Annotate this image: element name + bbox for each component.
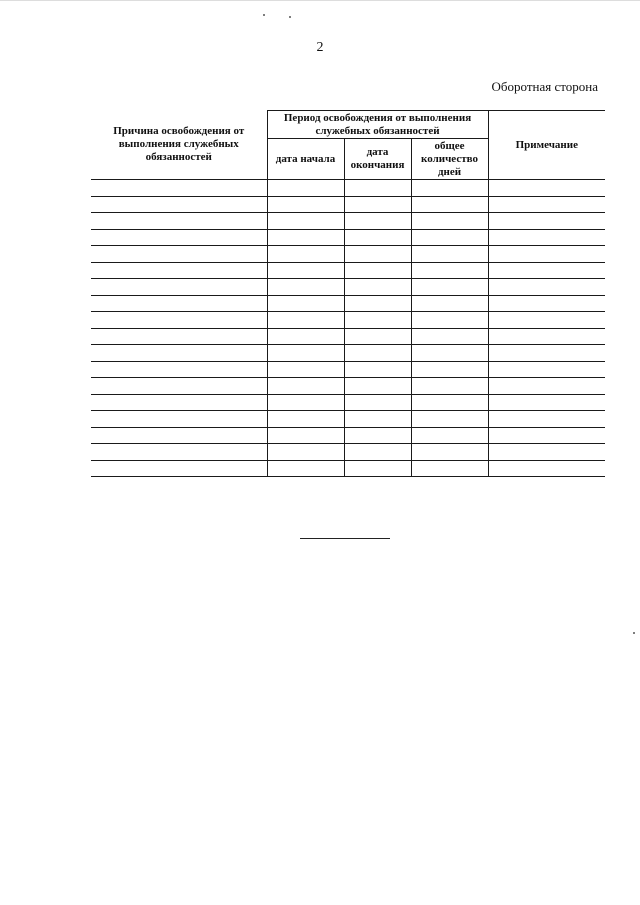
- cell-note[interactable]: [488, 312, 605, 329]
- cell-total-days[interactable]: [411, 394, 488, 411]
- cell-reason[interactable]: [91, 196, 267, 213]
- cell-total-days[interactable]: [411, 378, 488, 395]
- table-row: [91, 196, 605, 213]
- end-rule: [300, 538, 390, 539]
- header-period: Период освобождения от выполнения служебных обязанностей: [267, 111, 488, 139]
- cell-note[interactable]: [488, 328, 605, 345]
- cell-reason[interactable]: [91, 229, 267, 246]
- cell-end-date[interactable]: [344, 328, 411, 345]
- header-reason: Причина освобождения от выполнения служебных обязанностей: [91, 111, 267, 180]
- table-row: [91, 460, 605, 477]
- cell-total-days[interactable]: [411, 213, 488, 230]
- cell-start-date[interactable]: [267, 279, 344, 296]
- cell-end-date[interactable]: [344, 312, 411, 329]
- cell-note[interactable]: [488, 229, 605, 246]
- cell-note[interactable]: [488, 378, 605, 395]
- cell-note[interactable]: [488, 196, 605, 213]
- cell-start-date[interactable]: [267, 328, 344, 345]
- cell-reason[interactable]: [91, 312, 267, 329]
- cell-end-date[interactable]: [344, 345, 411, 362]
- cell-end-date[interactable]: [344, 262, 411, 279]
- cell-total-days[interactable]: [411, 196, 488, 213]
- cell-start-date[interactable]: [267, 180, 344, 197]
- scan-speck: [289, 16, 291, 18]
- cell-total-days[interactable]: [411, 229, 488, 246]
- cell-end-date[interactable]: [344, 361, 411, 378]
- cell-note[interactable]: [488, 427, 605, 444]
- cell-end-date[interactable]: [344, 213, 411, 230]
- cell-reason[interactable]: [91, 411, 267, 428]
- cell-reason[interactable]: [91, 378, 267, 395]
- cell-end-date[interactable]: [344, 444, 411, 461]
- cell-reason[interactable]: [91, 328, 267, 345]
- cell-start-date[interactable]: [267, 229, 344, 246]
- cell-start-date[interactable]: [267, 196, 344, 213]
- header-start-date: дата начала: [267, 139, 344, 180]
- cell-note[interactable]: [488, 262, 605, 279]
- cell-note[interactable]: [488, 180, 605, 197]
- table-row: [91, 411, 605, 428]
- cell-reason[interactable]: [91, 262, 267, 279]
- cell-reason[interactable]: [91, 444, 267, 461]
- cell-end-date[interactable]: [344, 411, 411, 428]
- cell-start-date[interactable]: [267, 427, 344, 444]
- cell-end-date[interactable]: [344, 246, 411, 263]
- cell-start-date[interactable]: [267, 394, 344, 411]
- cell-note[interactable]: [488, 361, 605, 378]
- cell-end-date[interactable]: [344, 394, 411, 411]
- table-row: [91, 262, 605, 279]
- cell-reason[interactable]: [91, 361, 267, 378]
- header-total-days: общее количество дней: [411, 139, 488, 180]
- table-row: [91, 444, 605, 461]
- cell-end-date[interactable]: [344, 229, 411, 246]
- cell-start-date[interactable]: [267, 312, 344, 329]
- cell-note[interactable]: [488, 295, 605, 312]
- cell-total-days[interactable]: [411, 295, 488, 312]
- cell-start-date[interactable]: [267, 262, 344, 279]
- cell-total-days[interactable]: [411, 460, 488, 477]
- cell-note[interactable]: [488, 411, 605, 428]
- cell-end-date[interactable]: [344, 460, 411, 477]
- cell-start-date[interactable]: [267, 411, 344, 428]
- cell-start-date[interactable]: [267, 460, 344, 477]
- absence-table: [91, 110, 605, 477]
- header-note: Примечание: [488, 111, 605, 180]
- table-row: [91, 295, 605, 312]
- table-row: [91, 246, 605, 263]
- cell-note[interactable]: [488, 460, 605, 477]
- cell-start-date[interactable]: [267, 378, 344, 395]
- cell-start-date[interactable]: [267, 213, 344, 230]
- cell-start-date[interactable]: [267, 246, 344, 263]
- cell-note[interactable]: [488, 213, 605, 230]
- cell-total-days[interactable]: [411, 279, 488, 296]
- cell-total-days[interactable]: [411, 411, 488, 428]
- table-row: [91, 378, 605, 395]
- cell-reason[interactable]: [91, 213, 267, 230]
- cell-reason[interactable]: [91, 279, 267, 296]
- table-row: [91, 345, 605, 362]
- cell-end-date[interactable]: [344, 295, 411, 312]
- cell-start-date[interactable]: [267, 444, 344, 461]
- cell-end-date[interactable]: [344, 378, 411, 395]
- table-row: [91, 427, 605, 444]
- cell-reason[interactable]: [91, 246, 267, 263]
- cell-note[interactable]: [488, 279, 605, 296]
- table-row: [91, 361, 605, 378]
- table-row: [91, 229, 605, 246]
- cell-note[interactable]: [488, 444, 605, 461]
- cell-reason[interactable]: [91, 427, 267, 444]
- cell-start-date[interactable]: [267, 361, 344, 378]
- cell-start-date[interactable]: [267, 345, 344, 362]
- page-number: 2: [316, 40, 324, 55]
- cell-reason[interactable]: [91, 295, 267, 312]
- scan-edge: [0, 0, 640, 1]
- cell-reason[interactable]: [91, 345, 267, 362]
- table-row: [91, 279, 605, 296]
- table-row: [91, 312, 605, 329]
- cell-total-days[interactable]: [411, 262, 488, 279]
- cell-note[interactable]: [488, 345, 605, 362]
- cell-total-days[interactable]: [411, 328, 488, 345]
- cell-end-date[interactable]: [344, 180, 411, 197]
- cell-note[interactable]: [488, 246, 605, 263]
- cell-note[interactable]: [488, 394, 605, 411]
- table-row: [91, 328, 605, 345]
- scan-speck: [263, 14, 265, 16]
- cell-total-days[interactable]: [411, 444, 488, 461]
- table-row: [91, 180, 605, 197]
- table-body: [91, 180, 605, 477]
- cell-end-date[interactable]: [344, 279, 411, 296]
- cell-total-days[interactable]: [411, 361, 488, 378]
- table-row: [91, 394, 605, 411]
- cell-start-date[interactable]: [267, 295, 344, 312]
- cell-end-date[interactable]: [344, 427, 411, 444]
- cell-end-date[interactable]: [344, 196, 411, 213]
- cell-total-days[interactable]: [411, 246, 488, 263]
- cell-total-days[interactable]: [411, 180, 488, 197]
- cell-reason[interactable]: [91, 394, 267, 411]
- cell-total-days[interactable]: [411, 345, 488, 362]
- table-row: [91, 213, 605, 230]
- cell-reason[interactable]: [91, 460, 267, 477]
- cell-total-days[interactable]: [411, 427, 488, 444]
- cell-total-days[interactable]: [411, 312, 488, 329]
- header-end-date: дата окончания: [344, 139, 411, 180]
- side-label: Оборотная сторона: [491, 79, 598, 94]
- scan-speck: [633, 632, 635, 634]
- cell-reason[interactable]: [91, 180, 267, 197]
